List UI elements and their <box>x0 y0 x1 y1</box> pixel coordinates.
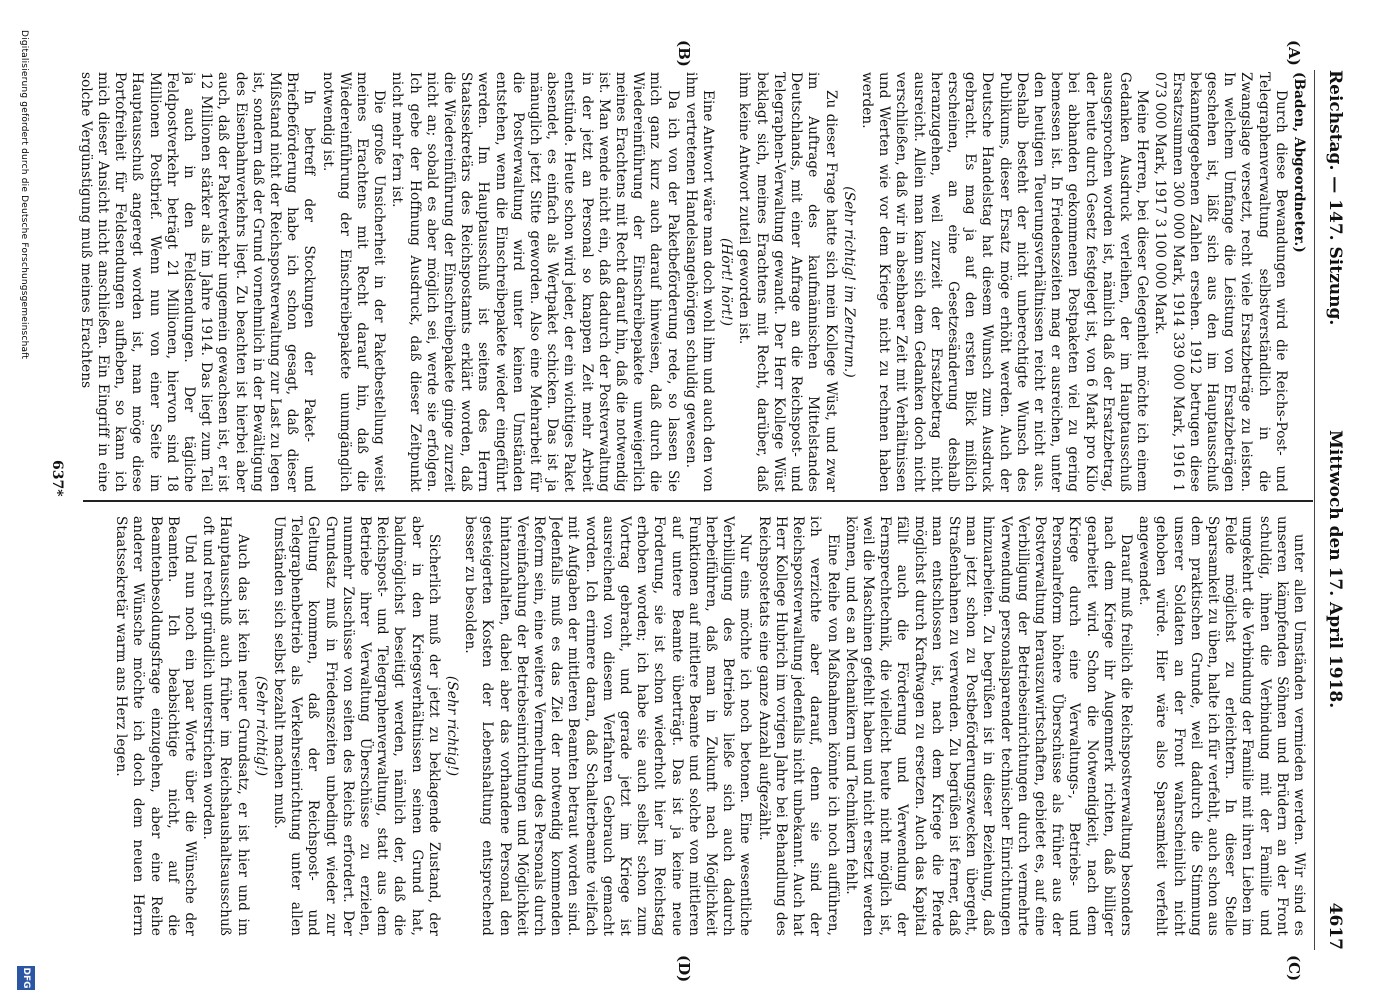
margin-marker-d: (D) <box>675 955 693 983</box>
left-column-paragraph: Die große Unsicherheit in der Paketbestellung weist meines Erachtens mit Recht darauf hin, daß die Wiedereinführung der Einschreibepakete unumgänglich notwendig ist. <box>319 72 388 492</box>
right-column-paragraph: unter allen Umständen vermieden werden. Wir sind es unseren kämpfenden Söhnen und Brüdern an der Front schuldig, ihnen die Verbindung mit der Familie und umgekehrt die Verbindung der Familie mit ihren Lieben im Felde möglichst zu erleichtern. In dieser Stelle Sparsamkeit zu üben, halte ich für verfehlt, auch schon aus dem praktischen Grunde, weil dadurch die Stimmung unserer Soldaten an der Front wahrscheinlich nicht gehoben würde. Hier wäre also Sparsamkeit verfehlt angewendet. <box>1136 516 1307 936</box>
margin-marker-c: (C) <box>1285 955 1303 982</box>
left-column-paragraph: In betreff der Stockungen der Paket- und Briefbeförderung habe ich schon gesagt, daß dieser Mißstand nicht der Reichspostverwaltung zur Last zu legen ist, sondern daß der Grund vornehmlich in der Bewältigung des Eisenbahnverkehrs liegt. Zu beachten ist hierbei aber auch, daß der Paketverkehr ungemein gewachsen ist, er ist 12 Millionen stärker als im Jahre 1914. Das liegt zum Teil ja auch in den Feldsendungen. Der tägliche Feldpostverkehr beträgt 21 Millionen, hiervon sind 18 Millionen Postbrief. Wenn nun von einer Seite im Hauptausschuß angeregt worden ist, man möge diese Portofreiheit für Feldsendungen aufheben, so kann ich mich dieser Ansicht nicht anschließen. Ein Eingriff in eine solche Vergünstigung muß meines Erachtens <box>77 72 318 492</box>
left-column-paragraph: (Hört! hört!) <box>718 237 735 327</box>
margin-marker-a: (A) <box>1285 40 1303 66</box>
left-column-paragraph: Zu dieser Frage hatte sich mein Kollege Wüst, und zwar im Auftrage des kaufmännischen Mittelstandes Deutschlands, mit einer Anfrage an die Reichspost- und Telegraphen-Verwaltung gewandt. Der Herr Kollege Wüst beklagt sich, meines Erachtens mit Recht, darüber, daß ihm keine Antwort zuteil geworden ist. <box>736 72 839 492</box>
right-column-paragraph: (Sehr richtig!) <box>444 675 461 777</box>
digitization-note <box>7 30 35 990</box>
left-column <box>67 72 1307 492</box>
left-column-paragraph: Eine Antwort wäre man doch wohl ihm und auch den von ihm vertretenen Handelsangehörigen schuldig gewesen. <box>682 72 717 492</box>
margin-marker-b: (B) <box>675 40 693 67</box>
right-column-paragraph: Sicherlich muß der jetzt zu beklagende Zustand, der aber in den Kriegsverhältnissen seinen Grund hat, baldmöglichst beseitigt werden, nämlich der, daß die Reichspost- und Telegraphenverwaltung, statt aus dem Betriebe ihrer Verwaltung Überschüsse zu erzielen, nunmehr Zuschüsse von seiten des Reichs erfordert. Der Grundsatz muß in Friedenszeiten unbedingt wieder zur Geltung kommen, daß der Reichspost- und Telegraphenbetrieb als Verkehrseinrichtung unter allen Umständen sich selbst bezahlt machen muß. <box>271 516 442 936</box>
column-divider <box>83 500 1313 502</box>
right-column-paragraph: Und nun noch ein paar Worte über die Wünsche der Beamten. Ich beabsichtige nicht, auf die Beamtenbesoldungsfrage einzugehen, aber eine Reihe anderer Wünsche möchte ich doch dem neuen Herrn Staatssekretär warm ans Herz legen. <box>113 516 198 936</box>
header-rule <box>1314 70 1315 950</box>
header-session: Reichstag. — 147. Sitzung. <box>1325 70 1345 326</box>
right-column-paragraph: (Sehr richtig!) <box>252 675 269 777</box>
right-column-paragraph: Auch das ist kein neuer Grundsatz, er ist hier und im Hauptausschuß auch früher im Reichshaushaltsausschuß oft und recht gründlich unterstrichen worden. <box>200 516 251 936</box>
left-column-paragraph: Meine Herren, bei dieser Gelegenheit möchte ich einem Gedanken Ausdruck verleihen, der im Hauptausschuß ausgesprochen worden ist, nämlich daß der Ersatzbetrag, der heute durch Gesetz festgelegt ist, von 6 Mark pro Kilo bei abhanden gekommenen Postpaketen viel zu gering bemessen ist. In Friedenszeiten mag er ausreichen, unter den heutigen Teuerungsverhältnissen reicht er nicht aus. Deshalb besteht der nicht unberechtigte Wunsch des Publikums, dieser Ersatz möge erhöht werden. Auch der Deutsche Handelstag hat diesem Wunsch zum Ausdruck gebracht. Es mag ja auf den ersten Blick mißlich erscheinen, an eine Gesetzesänderung deshalb heranzugehen, weil zurzeit der Ersatzbetrag nicht ausreicht. Allein man kann sich dem Gedanken doch nicht verschließen, daß wir in absehbarer Zeit mit Verhältnissen und Werten wie vor dem Kriege nicht zu rechnen haben werden. <box>858 72 1151 492</box>
page-number: 4617 <box>1325 902 1345 950</box>
right-column-paragraph: Nur eins möchte ich noch betonen. Eine wesentliche Verbilligung des Betriebs ließe sich auch dadurch herbeiführen, daß man in Zukunft nach Möglichkeit Funktionen auf mittlere Beamte und solche von mittleren auf untere Beamte überträgt. Das ist ja keine neue Forderung, sie ist schon wiederholt hier im Reichstag erhoben worden; ich habe sie auch selbst schon zum Vortrag gebracht, und gerade jetzt im Kriege ist ausreichend von diesem Verfahren Gebrauch gemacht worden. Ich erinnere daran, daß Schalterbeamte vielfach mit Aufgaben der mittleren Beamten betraut worden sind. Jedenfalls muß es das Ziel der notwendig kommenden Reform sein, eine weitere Vermehrung des Personals durch Vereinfachung der Betriebseinrichtungen und Möglichkeit hintanzuhalten, dabei aber das vorhandene Personal den gesteigerten Kosten der Lebenshaltung entsprechend besser zu besolden. <box>462 516 754 936</box>
left-column-paragraph: (Baden, Abgeordneter.) <box>1291 72 1307 253</box>
right-column <box>67 516 1307 936</box>
left-column-paragraph: Durch diese Bewandungen wird die Reichs-Post- und Telegraphenverwaltung selbstverständlich in die Zwangslage versetzt, recht viele Ersatzbeträge zu leisten. In welchem Umfange die Leistung von Ersatzbeträgen geschehen ist, läßt sich aus den im Hauptausschuß bekanntgegebenen Zahlen ersehen. 1912 betrugen diese Ersatzsummen 300 000 Mark, 1914 339 000 Mark, 1916 1 073 000 Mark, 1917 3 100 000 Mark. <box>1152 72 1289 492</box>
right-column-paragraph: Darauf muß freilich die Reichspostverwaltung besonders nach dem Kriege ihr Augenmerk richten, daß billiger gearbeitet wird. Schon die Notwendigkeit, nach dem Kriege durch eine Verwaltungs-, Betriebs- und Personalreform höhere Überschüsse als früher aus der Postverwaltung herauszuwirtschaften, gebietet es, auf eine Verbilligung der Betriebseinrichtungen durch vermehrte Verwendung personalsparender technischer Einrichtungen hinzuarbeiten. Zu begrüßen ist in dieser Beziehung, daß man jetzt schon zu Postbeförderungszwecken übergeht, Straßenbahnen zu verwenden. Zu begrüßen ist ferner, daß man entschlossen ist, nach dem Kriege die Pferde möglichst durch Kraftwagen zu ersetzen. Auch das Kapital fällt auch die Förderung und Verwendung der Fernsprechtechnik, die vielleicht heute nicht möglich ist, weil die Maschinen gefehlt haben und nicht ersetzt werden können, und es an Mechanikern und Technikern fehlt. <box>842 516 1134 936</box>
dfg-logo-icon: DFG <box>17 966 35 990</box>
digitization-text: Digitalisierung gefördert durch die Deutsche Forschungsgemeinschaft <box>19 30 29 360</box>
left-column-paragraph: (Sehr richtig! im Zentrum.) <box>840 186 857 378</box>
left-column-paragraph: Da ich von der Paketbeförderung rede, so lassen Sie mich ganz kurz auch darauf hinweisen, daß durch die Wiedereinführung der Einschreibepakete unweigerlich meines Erachtens mit Recht darauf hin, daß die notwendig ist. Man wende nicht ein, daß dadurch der Postverwaltung in der jetzt an Personal so knappen Zeit mehr Arbeit entstünde. Heute schon wird jeder, der ein wichtiges Paket absendet, es einfach als Wertpaket schicken. Das ist ja mänuglich jetzt Sitte geworden. Also eine Mehrarbeit für die Postverwaltung wird unter keinen Umständen entstehen, wenn die Einschreibepakete wieder eingeführt werden. Im Hauptausschuß ist seitens des Herrn Staatssekretärs des Reichspostamts erklärt worden, daß die Wiedereinführung der Einschreibepakete ginge zurzeit nicht an; sobald es aber möglich sei, werde sie erfolgen. Ich gebe der Hoffnung Ausdruck, daß dieser Zeitpunkt nicht mehr fern ist. <box>389 72 681 492</box>
signature-mark: 637* <box>49 460 65 497</box>
page-header <box>1317 70 1353 950</box>
header-date: Mittwoch den 17. April 1918. <box>1325 430 1345 709</box>
right-column-paragraph: Eine Reihe von Maßnahmen könnte ich noch aufführen, ich verzichte aber darauf, denn sie sind der Reichspostverwaltung jedenfalls nicht unbekannt. Auch hat Herr Kollege Hubrich im vorigen Jahre bei Behandlung des Reichspostetats eine ganze Anzahl aufgezählt. <box>755 516 841 936</box>
